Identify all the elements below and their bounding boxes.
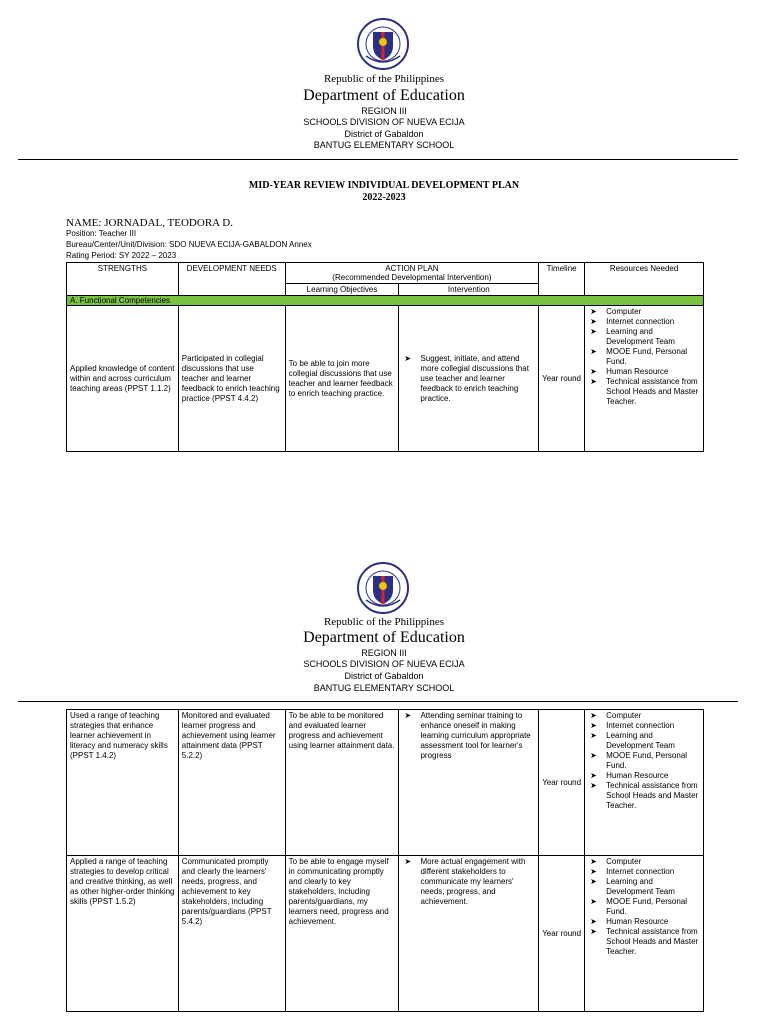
resource-item: ➤ Internet connection (590, 721, 675, 730)
arrow-bullet-icon: ➤ (590, 927, 597, 936)
region-label: REGION III (361, 106, 407, 116)
table-row (67, 710, 704, 856)
intervention-text: Attending seminar training to enhance oneself in making learning curriculum appropriate assessment tool for learner's progress (420, 711, 531, 760)
section-functional-competencies: A. Functional Competencies (67, 296, 704, 306)
arrow-bullet-icon: ➤ (590, 771, 597, 780)
arrow-bullet-icon: ➤ (590, 307, 597, 316)
objective-cell: To be able to be monitored and evaluated learner progress and achievement using learner attainment data. (285, 710, 399, 856)
resource-item: ➤ Internet connection (590, 317, 675, 326)
resource-item: ➤ MOOE Fund, Personal Fund. (590, 751, 688, 770)
resource-item: ➤ Learning and Development Team (590, 877, 675, 896)
resources-cell (585, 710, 704, 856)
district-label: District of Gabaldon (344, 671, 424, 681)
arrow-bullet-icon: ➤ (404, 711, 412, 720)
resource-item: ➤ MOOE Fund, Personal Fund. (590, 897, 688, 916)
arrow-bullet-icon: ➤ (590, 751, 597, 760)
resource-item: ➤ Technical assistance from School Heads and Master Teacher. (590, 927, 699, 956)
arrow-bullet-icon: ➤ (590, 327, 597, 336)
arrow-bullet-icon: ➤ (590, 721, 597, 730)
resources-list (588, 711, 700, 811)
strength-cell: Applied knowledge of content within and across curriculum teaching areas (PPST 1.1.2) (67, 306, 179, 452)
resource-item: ➤ Human Resource (590, 917, 669, 926)
school-label: BANTUG ELEMENTARY SCHOOL (313, 140, 455, 150)
idp-table-page1 (66, 262, 704, 452)
intervention-cell (399, 710, 539, 856)
division-label: SCHOOLS DIVISION OF NUEVA ECIJA (303, 659, 465, 669)
resource-item: ➤ Computer (590, 711, 642, 720)
intervention-cell (399, 306, 539, 452)
arrow-bullet-icon: ➤ (590, 857, 597, 866)
header-strengths: STRENGTHS (67, 263, 179, 296)
intervention-text: More actual engagement with different stakeholders to communicate my learners' needs, progress, and achievement. (420, 857, 526, 906)
republic-label: Republic of the Philippines (323, 73, 445, 85)
bureau-label: Bureau/Center/Unit/Division: SDO NUEVA ECIJA-GABALDON Annex (66, 240, 312, 249)
resource-item: ➤ Technical assistance from School Heads and Master Teacher. (590, 781, 699, 810)
resources-list (588, 307, 700, 407)
teacher-name: NAME: JORNADAL, TEODORA D. (66, 217, 233, 229)
district-label: District of Gabaldon (344, 129, 424, 139)
strength-cell: Applied a range of teaching strategies to develop critical and creative thinking, as well as other higher-order thinking skills (PPST 1.5.2) (67, 856, 179, 1012)
arrow-bullet-icon: ➤ (404, 353, 412, 363)
document-title: MID-YEAR REVIEW INDIVIDUAL DEVELOPMENT PLAN (248, 180, 520, 191)
resource-item: ➤ MOOE Fund, Personal Fund. (590, 347, 688, 366)
need-cell: Monitored and evaluated learner progress and achievement using learner attainment data (PPST 5.2.2) (178, 710, 285, 856)
table-row (67, 306, 704, 452)
resource-item: ➤ Internet connection (590, 867, 675, 876)
arrow-bullet-icon: ➤ (590, 877, 597, 886)
intervention-cell (399, 856, 539, 1012)
objective-cell: To be able to join more collegial discussions that use teacher and learner feedback to enrich teaching practice. (285, 306, 399, 452)
resource-item: ➤ Human Resource (590, 367, 669, 376)
arrow-bullet-icon: ➤ (590, 317, 597, 326)
resource-item: ➤ Computer (590, 857, 642, 866)
arrow-bullet-icon: ➤ (590, 917, 597, 926)
table-row (67, 856, 704, 1012)
strength-cell: Used a range of teaching strategies that enhance learner achievement in literacy and numeracy skills (PPST 1.4.2) (67, 710, 179, 856)
division-label: SCHOOLS DIVISION OF NUEVA ECIJA (303, 117, 465, 127)
timeline-cell: Year round (539, 856, 585, 1012)
resource-item: ➤ Computer (590, 307, 642, 316)
idp-table-page2 (66, 709, 704, 1012)
arrow-bullet-icon: ➤ (590, 377, 597, 386)
position-label: Position: Teacher III (66, 229, 137, 238)
arrow-bullet-icon: ➤ (590, 347, 597, 356)
header-development-needs: DEVELOPMENT NEEDS (178, 263, 285, 296)
action-plan-label: ACTION PLAN (385, 264, 439, 273)
need-cell: Participated in collegial discussions that use teacher and learner feedback to enrich teaching practice (PPST 4.4.2) (178, 306, 285, 452)
arrow-bullet-icon: ➤ (590, 781, 597, 790)
rating-period-label: Rating Period: SY 2022 – 2023 (66, 251, 177, 260)
deped-seal-logo (357, 18, 409, 70)
header-intervention: Intervention (399, 284, 539, 296)
resource-item: ➤ Learning and Development Team (590, 327, 675, 346)
region-label: REGION III (361, 648, 407, 658)
arrow-bullet-icon: ➤ (590, 711, 597, 720)
intervention-text: Suggest, initiate, and attend more collegial discussions that use teacher and learner feedback to enrich teaching practice. (420, 353, 529, 403)
resource-item: ➤ Learning and Development Team (590, 731, 675, 750)
department-title: Department of Education (303, 629, 465, 646)
document-year: 2022-2023 (362, 192, 406, 203)
arrow-bullet-icon: ➤ (590, 867, 597, 876)
objective-cell: To be able to engage myself in communicating promptly and clearly to key stakeholders, including parents/guardians, my learners need, progress and achievement. (285, 856, 399, 1012)
header-divider (18, 701, 738, 702)
department-title: Department of Education (303, 87, 465, 104)
resources-cell (585, 856, 704, 1012)
need-cell: Communicated promptly and clearly the learners' needs, progress, and achievement to key stakeholders, including parents/guardians (PPST 5.4.2) (178, 856, 285, 1012)
timeline-cell: Year round (539, 710, 585, 856)
header-divider (18, 159, 738, 160)
resources-cell (585, 306, 704, 452)
arrow-bullet-icon: ➤ (590, 367, 597, 376)
resources-list (588, 857, 700, 957)
header-learning-objectives: Learning Objectives (285, 284, 399, 296)
deped-seal-logo (357, 562, 409, 614)
resource-item: ➤ Human Resource (590, 771, 669, 780)
arrow-bullet-icon: ➤ (590, 731, 597, 740)
arrow-bullet-icon: ➤ (404, 857, 412, 866)
republic-label: Republic of the Philippines (323, 616, 445, 628)
arrow-bullet-icon: ➤ (590, 897, 597, 906)
header-resources: Resources Needed (585, 263, 704, 296)
action-plan-sublabel: (Recommended Developmental Intervention) (332, 273, 492, 282)
header-action-plan (285, 263, 539, 284)
timeline-cell: Year round (539, 306, 585, 452)
resource-item: ➤ Technical assistance from School Heads and Master Teacher. (590, 377, 699, 406)
header-timeline: Timeline (539, 263, 585, 296)
school-label: BANTUG ELEMENTARY SCHOOL (313, 683, 455, 693)
